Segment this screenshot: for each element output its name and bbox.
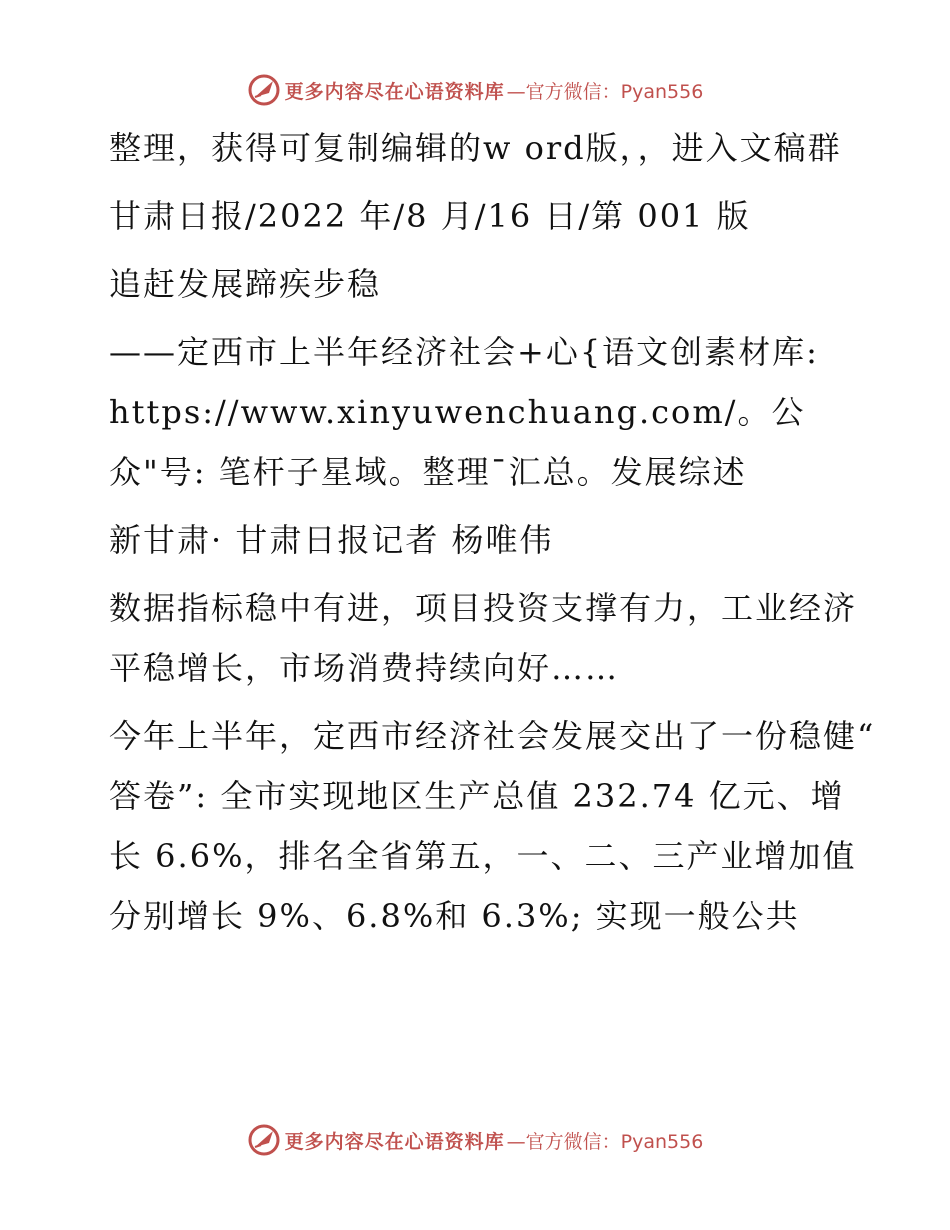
quill-logo-icon [247,1123,281,1157]
paragraph-body: 今年上半年，定西市经济社会发展交出了一份稳健“ 答卷”: 全市实现地区生产总值 232.74 亿元、增长 6.6%，排名全省第五，一、二、三产业增加值分别增长 9%、6.8%和 6.3%; 实现一般公共 [109,717,876,935]
article-subtitle: ——定西市上半年经济社会+心{语文创素材库: https://www.xinyuwenchuang.com/。公众"号: 笔杆子星域。整理¯汇总。发展综述 [109,333,819,491]
article-byline: 新甘肃· 甘肃日报记者 杨唯伟 [109,521,554,559]
document-body [97,118,877,954]
paragraph-lead: 数据指标稳中有进，项目投资支撑有力，工业经济平稳增长，市场消费持续向好…… [109,589,858,687]
watermark-sub-text: —官方微信：Pyan556 [506,1130,704,1153]
watermark-main-text: 更多内容尽在心语资料库 [284,80,505,103]
watermark-main-text: 更多内容尽在心语资料库 [284,1130,505,1153]
footer-watermark [0,1120,950,1160]
paragraph-intro: 整理，获得可复制编辑的w ord版，，进入文稿群 [109,129,842,167]
header-watermark [0,70,950,110]
watermark-sub-text: —官方微信：Pyan556 [506,80,704,103]
article-title: 追赶发展蹄疾步稳 [109,265,382,303]
quill-logo-icon [247,73,281,107]
paragraph-source: 甘肃日报/2022 年/8 月/16 日/第 001 版 [109,197,751,235]
